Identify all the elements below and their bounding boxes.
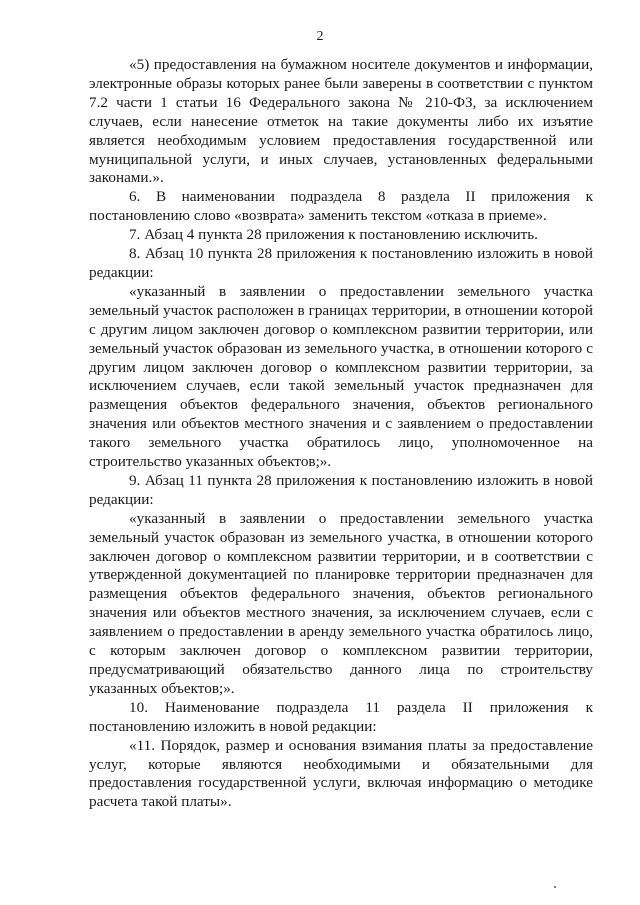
page-number: 2 [316, 29, 324, 44]
paragraph-4: 8. Абзац 10 пункта 28 приложения к постановлению изложить в новой редакции: [89, 245, 593, 281]
paragraph-2: 6. В наименовании подраздела 8 раздела II приложения к постановлению слово «возврата» заменить текстом «отказа в приеме». [89, 188, 593, 225]
paragraph-3: 7. Абзац 4 пункта 28 приложения к постановлению исключить. [129, 226, 538, 244]
paragraph-7: «указанный в заявлении о предоставлении земельного участка земельный участок образован из земельного участка, в отношении которого заключен договор о комплексном развитии территории, и в соответствии с утвержденной документацией по планировке территории предназначен для размещения объектов федерального значения, объектов регионального значения или объектов местного значения, за исключением случаев, если с заявлением о предоставлении в аренду земельного участка обратилось лицо, с которым заключен договор о комплексном развитии территории, предусматривающий обязательство данного лица по строительству указанных объектов;». [89, 509, 593, 697]
paragraph-9: «11. Порядок, размер и основания взимания платы за предоставление услуг, которые являются необходимыми и обязательными для предоставления государственной услуги, включая информацию о методике расчета такой платы». [89, 736, 593, 811]
paragraph-8: 10. Наименование подраздела 11 раздела II приложения к постановлению изложить в новой редакции: [89, 698, 593, 735]
paragraph-6: 9. Абзац 11 пункта 28 приложения к постановлению изложить в новой редакции: [89, 471, 593, 508]
document-body [89, 56, 593, 812]
paragraph-5: «указанный в заявлении о предоставлении земельного участка земельный участок расположен в границах территории, в отношении которой с другим лицом заключен договор о комплексном развитии территории, или земельный участок образован из земельного участка, в отношении которого с другим лицом заключен договор о комплексном развитии территории, за исключением случаев, если такой земельный участок предназначен для размещения объектов федерального значения, объектов регионального значения или объектов местного значения и с заявлением о предоставлении такого земельного участка обратилось лицо, уполномоченное на строительство указанных объектов;». [89, 282, 593, 471]
paragraph-1: «5) предоставления на бумажном носителе документов и информации, электронные образы которых ранее были заверены в соответствии с пунктом 7.2 части 1 статьи 16 Федерального закона № 210-ФЗ, за исключением случаев, если нанесение отметок на такие документы либо их изъятие является необходимым условием предоставления государственной или муниципальной услуги, и иных случаев, установленных федеральными законами.». [89, 56, 593, 187]
scan-speck [554, 886, 556, 888]
